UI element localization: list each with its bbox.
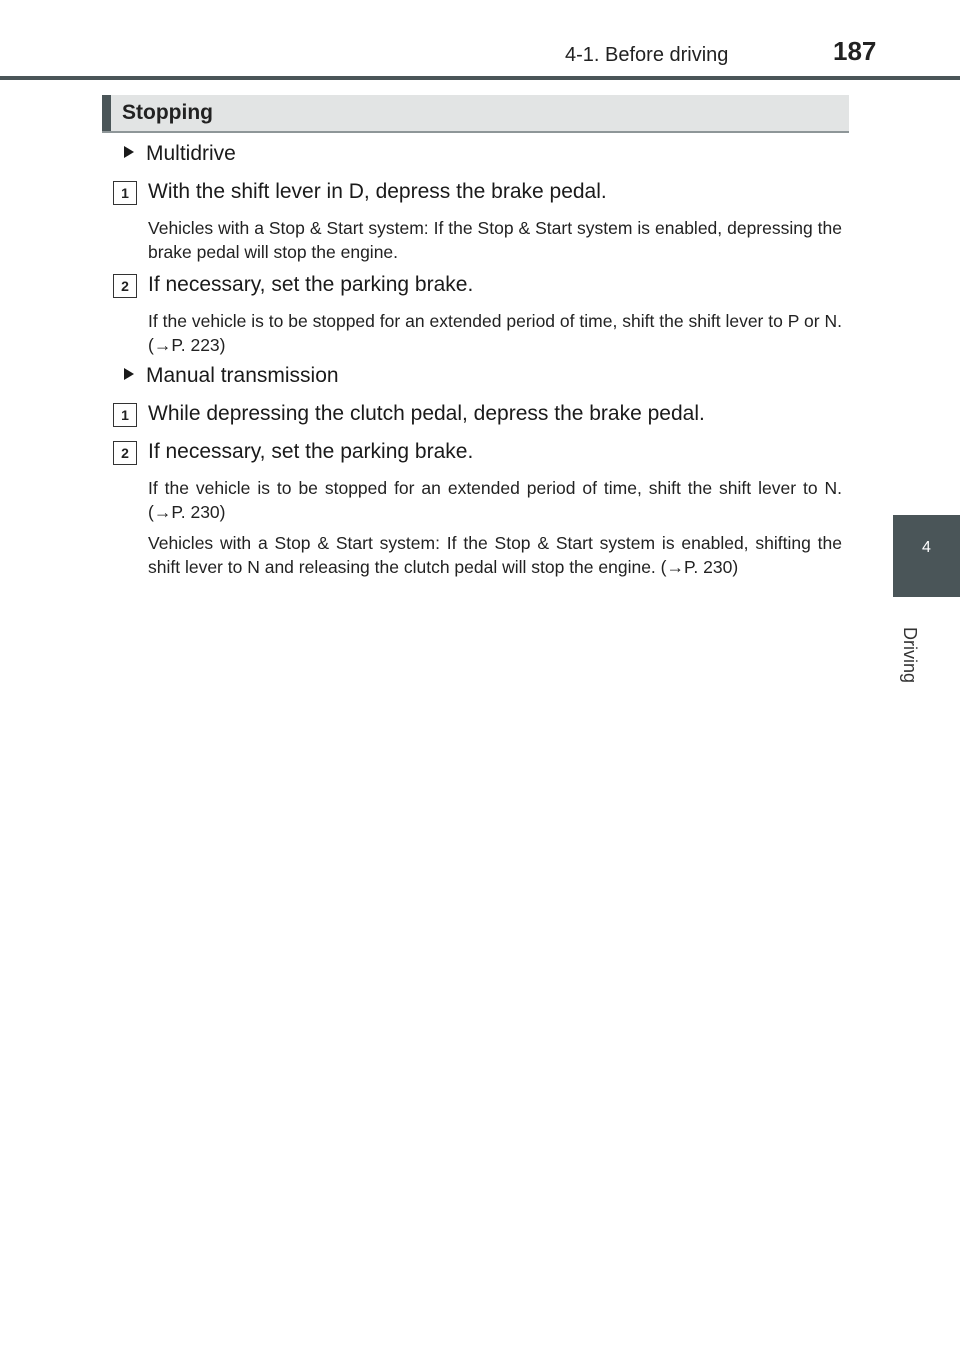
step-text: If necessary, set the parking brake. <box>148 273 474 296</box>
step-number-box: 1 <box>113 181 137 205</box>
subheading-text: Multidrive <box>146 142 236 165</box>
header-rule <box>0 76 960 80</box>
step-text: With the shift lever in D, depress the brake pedal. <box>148 180 607 203</box>
header-section-title: 4-1. Before driving <box>565 44 729 66</box>
section-heading-bar <box>102 95 849 133</box>
step-note: If the vehicle is to be stopped for an extended period of time, shift the shift lever to N. (→P. 230) <box>148 478 842 522</box>
step-number-box: 2 <box>113 274 137 298</box>
section-heading: Stopping <box>122 101 213 124</box>
step-note: Vehicles with a Stop & Start system: If the Stop & Start system is enabled, depressing the brake pedal will stop the engine. <box>148 218 842 262</box>
chapter-tab <box>893 515 960 597</box>
page-number: 187 <box>833 36 877 66</box>
subheading-text: Manual transmission <box>146 364 339 387</box>
step-text: While depressing the clutch pedal, depress the brake pedal. <box>148 402 705 425</box>
step-number-box: 2 <box>113 441 137 465</box>
step-note: If the vehicle is to be stopped for an extended period of time, shift the shift lever to P or N. (→P. 223) <box>148 311 842 355</box>
chapter-label: Driving <box>900 626 920 683</box>
chapter-number: 4 <box>922 539 931 556</box>
step-number-box: 1 <box>113 403 137 427</box>
step-text: If necessary, set the parking brake. <box>148 440 474 463</box>
step-note: Vehicles with a Stop & Start system: If the Stop & Start system is enabled, shifting the shift lever to N and releasing the clutch pedal will stop the engine. (→P. 230) <box>148 533 842 577</box>
triangle-bullet-icon <box>124 368 134 380</box>
page-header <box>0 0 960 80</box>
section-heading-accent <box>102 95 111 131</box>
subheading-multidrive <box>124 142 236 166</box>
triangle-bullet-icon <box>124 146 134 158</box>
subheading-manual <box>124 364 339 388</box>
